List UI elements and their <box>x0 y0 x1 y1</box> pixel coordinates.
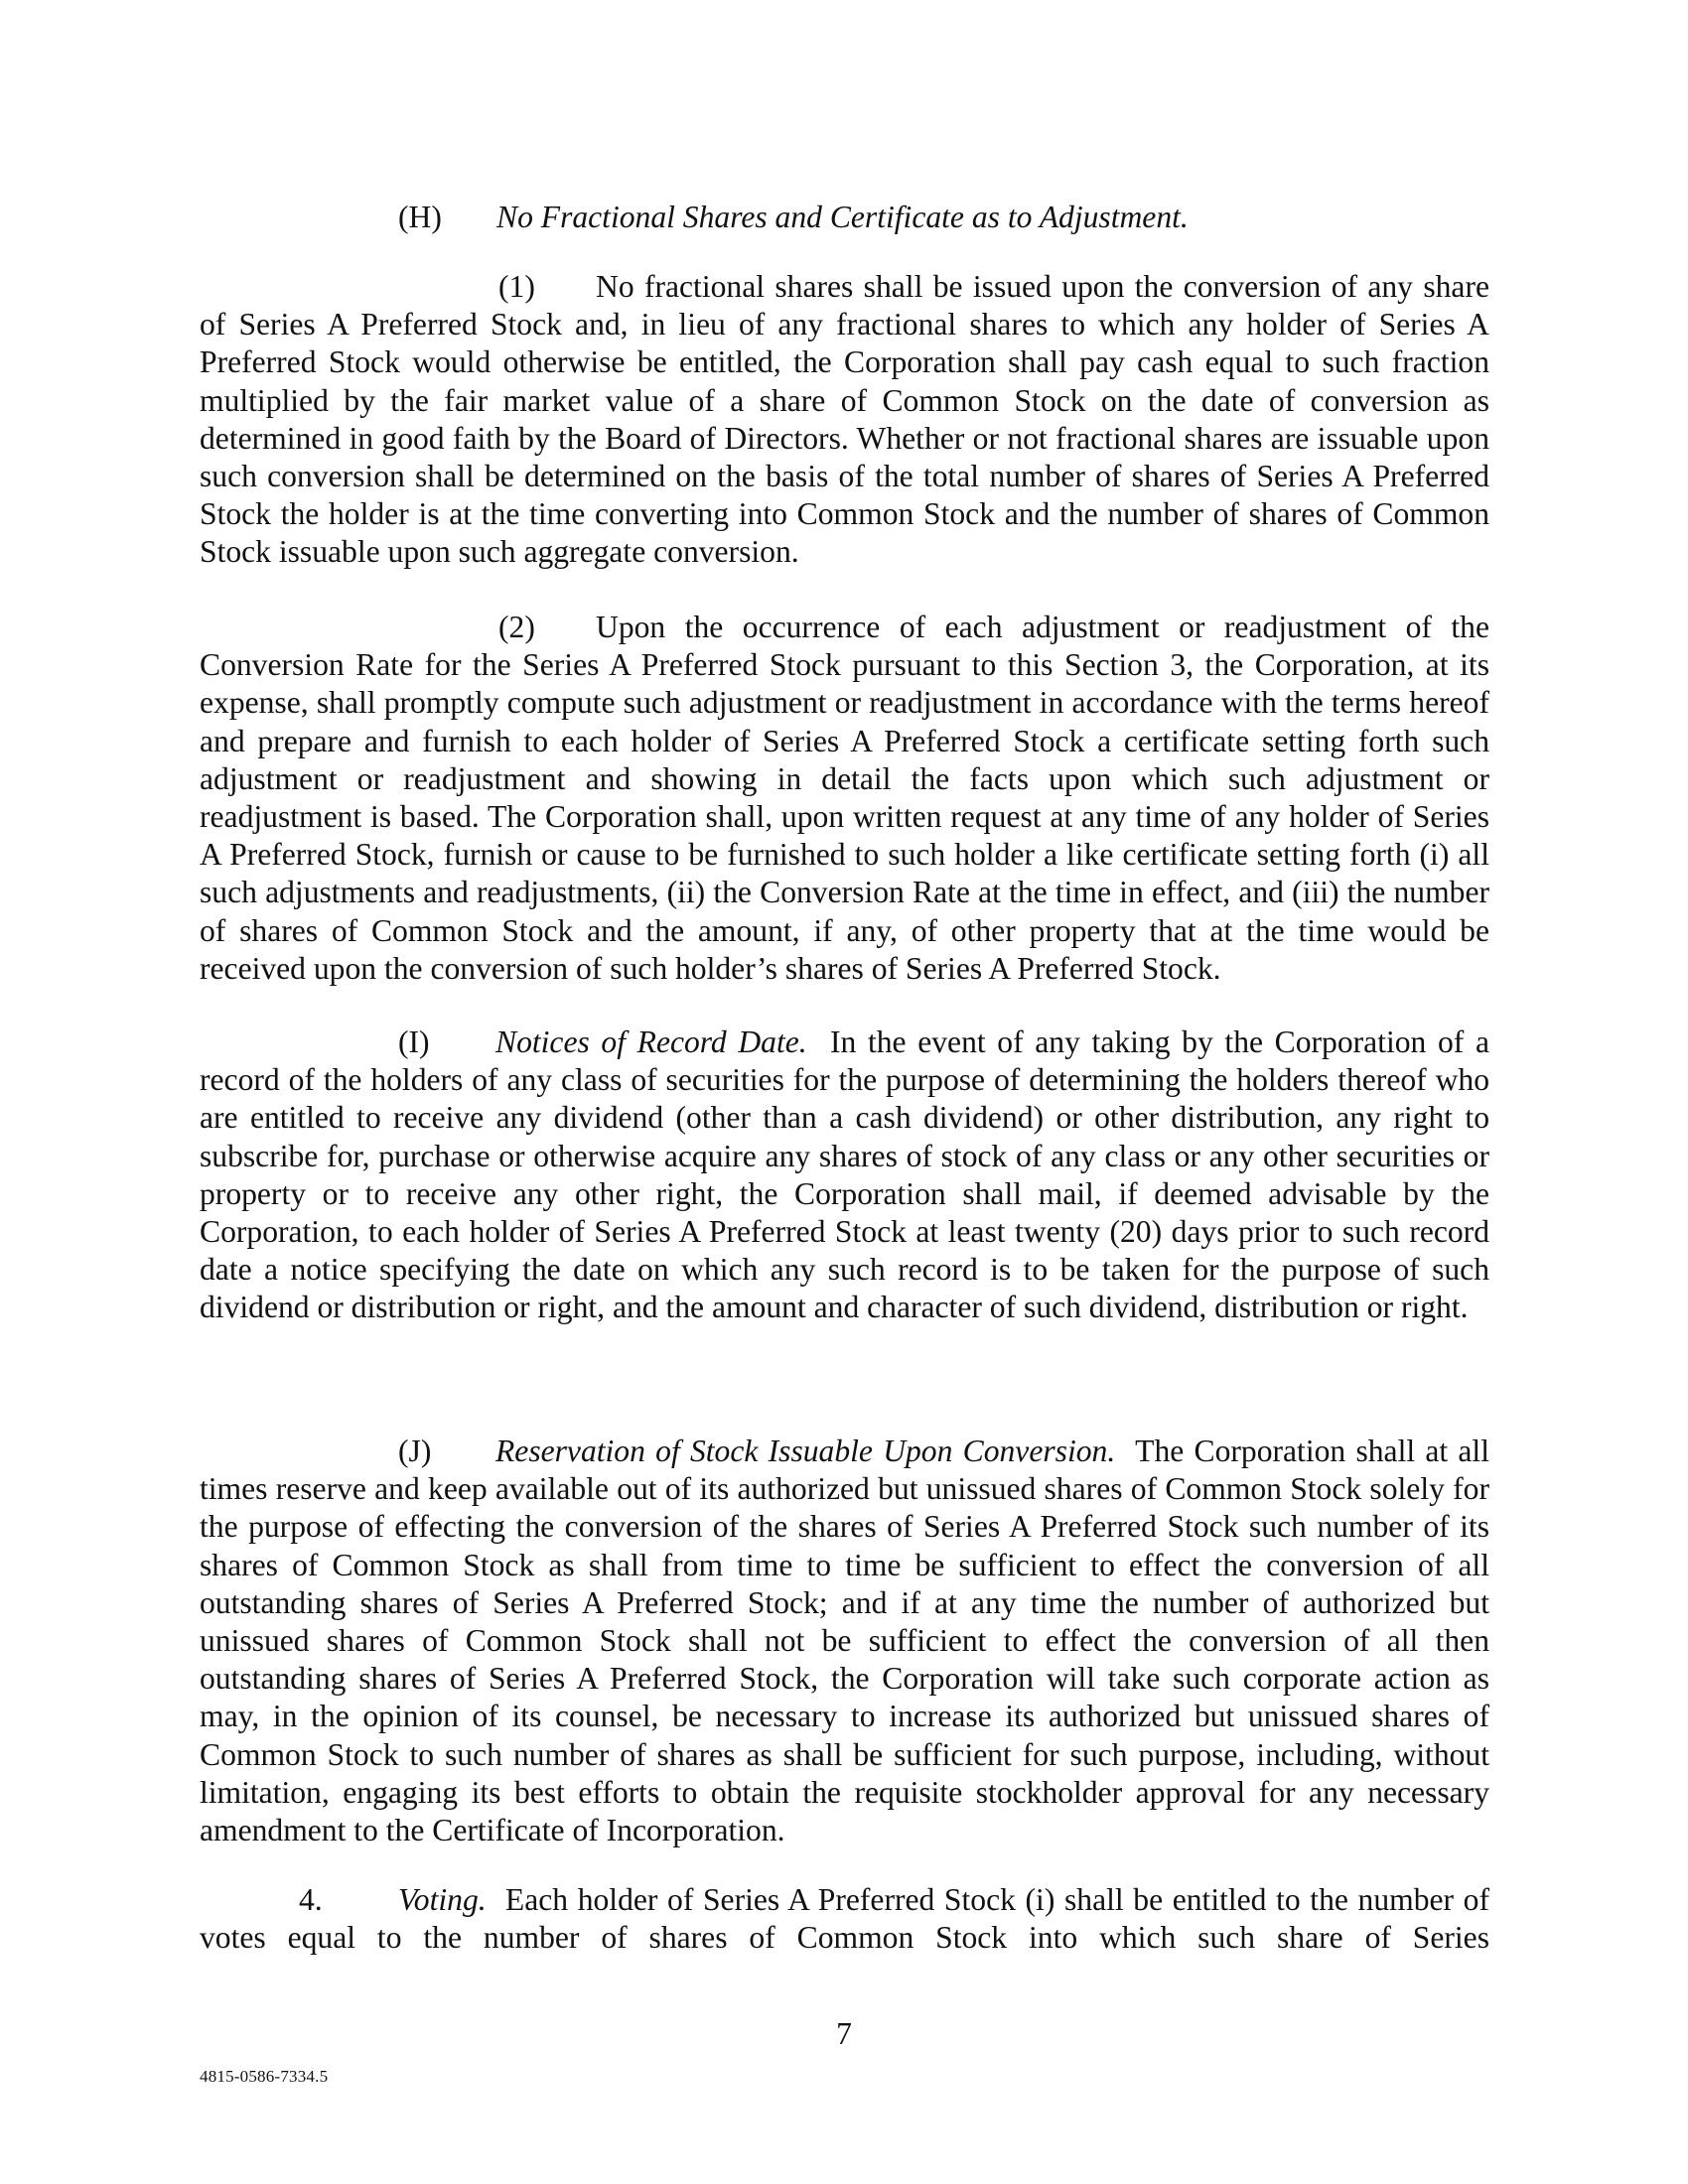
section-4-paragraph <box>200 1881 1489 1957</box>
section-i-title: Notices of Record Date. <box>495 1024 807 1059</box>
section-h-heading <box>398 199 1189 236</box>
paragraph-2-text: Upon the occurrence of each adjustment or readjustment of the Conversion Rate for the Series A Preferred Stock pursuant to this Section 3, the Corporation, at its expense, shall promptly compute such adjustment or readjustment in accordance with the terms hereof and prepare and furnish to each holder of Series A Preferred Stock a certificate setting forth such adjustment or readjustment and showing in detail the facts upon which such adjustment or readjustment is based. The Corporation shall, upon written request at any time of any holder of Series A Preferred Stock, furnish or cause to be furnished to such holder a like certificate setting forth (i) all such adjustments and readjustments, (ii) the Conversion Rate at the time in effect, and (iii) the number of shares of Common Stock and the amount, if any, of other property that at the time would be received upon the conversion of such holder’s shares of Series A Preferred Stock. <box>200 610 1489 986</box>
page-number: 7 <box>836 2016 852 2051</box>
section-4-title: Voting. <box>398 1882 487 1917</box>
section-i-text: In the event of any taking by the Corporation of a record of the holders of any class of securities for the purpose of determining the holders thereof who are entitled to receive any dividend (other than a cash dividend) or other distribution, any right to subscribe for, purchase or otherwise acquire any shares of stock of any class or any other securities or property or to receive any other right, the Corporation shall mail, if deemed advisable by the Corporation, to each holder of Series A Preferred Stock at least twenty (20) days prior to such record date a notice specifying the date on which any such record is to be taken for the purpose of such dividend or distribution or right, and the amount and character of such dividend, distribution or right. <box>200 1024 1489 1325</box>
paragraph-1-text: No fractional shares shall be issued upon the conversion of any share of Series A Preferred Stock and, in lieu of any fractional shares to which any holder of Series A Preferred Stock would otherwise be entitled, the Corporation shall pay cash equal to such fraction multiplied by the fair market value of a share of Common Stock on the date of conversion as determined in good faith by the Board of Directors. Whether or not fractional shares are issuable upon such conversion shall be determined on the basis of the total number of shares of Series A Preferred Stock the holder is at the time converting into Common Stock and the number of shares of Common Stock issuable upon such aggregate conversion. <box>200 269 1489 570</box>
section-j-title: Reservation of Stock Issuable Upon Conversion. <box>495 1433 1116 1468</box>
section-i-paragraph <box>200 1024 1489 1327</box>
section-j-label: (J) <box>398 1433 432 1468</box>
paragraph-2-label: (2) <box>498 610 535 644</box>
section-j-paragraph <box>200 1433 1489 1849</box>
section-i-label: (I) <box>398 1024 430 1059</box>
section-4-label: 4. <box>299 1882 323 1917</box>
section-4-text: Each holder of Series A Preferred Stock (i) shall be entitled to the number of votes equal to the number of shares of Common Stock into which such share of Series <box>200 1882 1489 1956</box>
section-h-title: No Fractional Shares and Certificate as to Adjustment. <box>496 200 1189 234</box>
section-h-paragraph-2 <box>200 609 1489 988</box>
section-j-text: The Corporation shall at all times reserve and keep available out of its authorized but unissued shares of Common Stock solely for the purpose of effecting the conversion of the shares of Series A Preferred Stock such number of its shares of Common Stock as shall from time to time be sufficient to effect the conversion of all outstanding shares of Series A Preferred Stock; and if at any time the number of authorized but unissued shares of Common Stock shall not be sufficient to effect the conversion of all then outstanding shares of Series A Preferred Stock, the Corporation will take such corporate action as may, in the opinion of its counsel, be necessary to increase its authorized but unissued shares of Common Stock to such number of shares as shall be sufficient for such purpose, including, without limitation, engaging its best efforts to obtain the requisite stockholder approval for any necessary amendment to the Certificate of Incorporation. <box>200 1433 1489 1848</box>
paragraph-1-label: (1) <box>498 269 535 304</box>
section-h-paragraph-1 <box>200 268 1489 572</box>
section-h-label: (H) <box>398 200 442 234</box>
document-id: 4815-0586-7334.5 <box>200 2067 329 2086</box>
